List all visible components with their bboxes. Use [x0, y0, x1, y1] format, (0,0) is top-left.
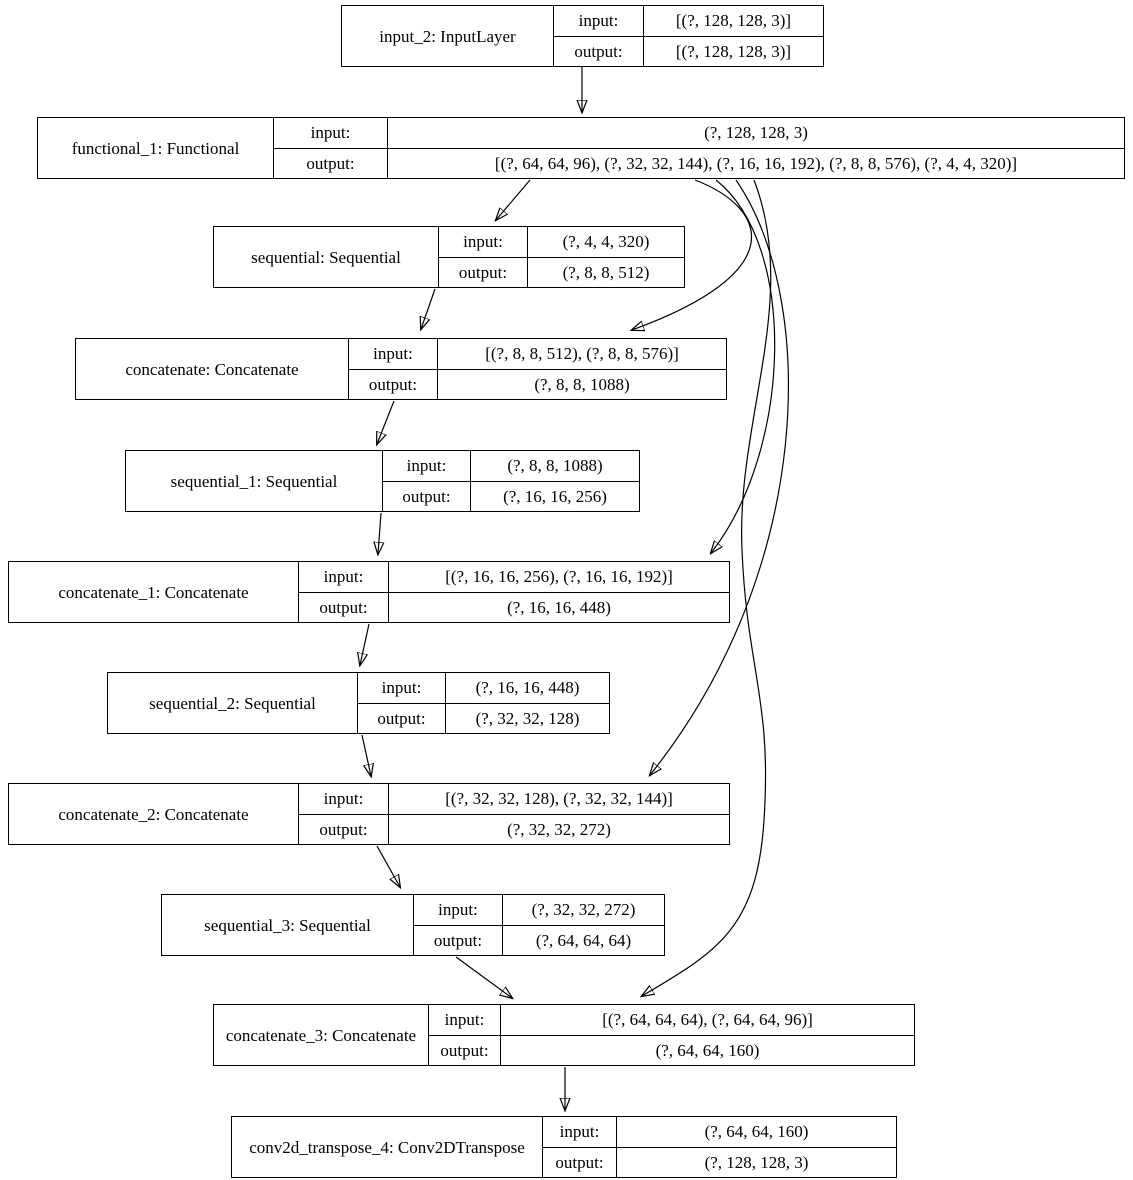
input-shape: [(?, 8, 8, 512), (?, 8, 8, 576)]	[485, 344, 679, 364]
node-title: sequential_3: Sequential	[162, 895, 414, 955]
output-shape: (?, 32, 32, 272)	[507, 819, 611, 839]
node-title: sequential_1: Sequential	[126, 451, 383, 511]
node-title: input_2: InputLayer	[342, 6, 554, 66]
output-label: output:	[429, 1036, 501, 1066]
input-label: input:	[543, 1117, 617, 1147]
output-label: output:	[299, 815, 389, 845]
node-title: concatenate_1: Concatenate	[9, 562, 299, 622]
input-label: input:	[383, 451, 471, 481]
input-shape: (?, 64, 64, 160)	[704, 1122, 809, 1142]
node-sequential-2	[107, 672, 610, 734]
node-concatenate-3	[213, 1004, 915, 1066]
output-shape: (?, 8, 8, 512)	[562, 262, 650, 282]
output-label: output:	[543, 1148, 617, 1178]
input-label: input:	[274, 118, 388, 148]
input-label: input:	[358, 673, 446, 703]
edge-sequential-2-to-concatenate-2	[362, 735, 371, 776]
edge-functional-1-to-sequential	[496, 180, 530, 220]
output-shape: [(?, 64, 64, 96), (?, 32, 32, 144), (?, 16, 16, 192), (?, 8, 8, 576), (?, 4, 4, 320)]	[494, 153, 1018, 173]
output-label: output:	[299, 593, 389, 623]
output-label: output:	[349, 370, 438, 400]
output-shape: (?, 64, 64, 64)	[535, 930, 632, 950]
input-shape: (?, 4, 4, 320)	[562, 232, 650, 252]
output-shape: (?, 16, 16, 256)	[503, 486, 607, 506]
edge-sequential-to-concatenate	[421, 289, 435, 329]
input-shape: [(?, 64, 64, 64), (?, 64, 64, 96)]	[602, 1010, 813, 1030]
node-sequential-1	[125, 450, 640, 512]
input-label: input:	[299, 562, 389, 592]
node-title: conv2d_transpose_4: Conv2DTranspose	[232, 1117, 543, 1177]
output-shape: (?, 8, 8, 1088)	[534, 374, 630, 394]
input-shape: [(?, 128, 128, 3)]	[675, 11, 792, 31]
input-label: input:	[429, 1005, 501, 1035]
input-shape: (?, 16, 16, 448)	[475, 678, 580, 698]
edge-sequential-1-to-concatenate-1	[378, 513, 381, 554]
input-shape: (?, 128, 128, 3)	[704, 123, 808, 143]
node-title: sequential_2: Sequential	[108, 673, 358, 733]
node-functional-1	[37, 117, 1125, 179]
input-shape: (?, 32, 32, 272)	[531, 900, 636, 920]
node-conv2d-transpose-4	[231, 1116, 897, 1178]
input-label: input:	[554, 6, 644, 36]
output-label: output:	[274, 149, 388, 179]
edge-concatenate-to-sequential-1	[377, 401, 394, 444]
output-label: output:	[414, 926, 503, 956]
node-sequential	[213, 226, 685, 288]
input-shape: [(?, 16, 16, 256), (?, 16, 16, 192)]	[445, 567, 673, 587]
node-title: sequential: Sequential	[214, 227, 439, 287]
node-concatenate-1	[8, 561, 730, 623]
node-concatenate	[75, 338, 727, 400]
input-label: input:	[439, 227, 528, 257]
input-label: input:	[414, 895, 503, 925]
edge-concatenate-1-to-sequential-2	[360, 624, 369, 665]
output-label: output:	[358, 704, 446, 734]
input-label: input:	[299, 784, 389, 814]
output-shape: [(?, 128, 128, 3)]	[675, 41, 792, 61]
output-shape: (?, 32, 32, 128)	[475, 708, 580, 728]
node-sequential-3	[161, 894, 665, 956]
input-shape: (?, 8, 8, 1088)	[507, 456, 603, 476]
node-concatenate-2	[8, 783, 730, 845]
output-label: output:	[554, 37, 644, 67]
edge-sequential-3-to-concatenate-3	[456, 957, 512, 998]
output-label: output:	[439, 258, 528, 288]
output-shape: (?, 64, 64, 160)	[655, 1040, 760, 1060]
input-label: input:	[349, 339, 438, 369]
edge-concatenate-2-to-sequential-3	[377, 846, 400, 887]
node-title: concatenate_2: Concatenate	[9, 784, 299, 844]
node-title: concatenate: Concatenate	[76, 339, 349, 399]
node-input-2	[341, 5, 824, 67]
output-shape: (?, 16, 16, 448)	[507, 597, 611, 617]
output-shape: (?, 128, 128, 3)	[704, 1152, 809, 1172]
output-label: output:	[383, 482, 471, 512]
node-title: concatenate_3: Concatenate	[214, 1005, 429, 1065]
node-title: functional_1: Functional	[38, 118, 274, 178]
input-shape: [(?, 32, 32, 128), (?, 32, 32, 144)]	[445, 789, 673, 809]
